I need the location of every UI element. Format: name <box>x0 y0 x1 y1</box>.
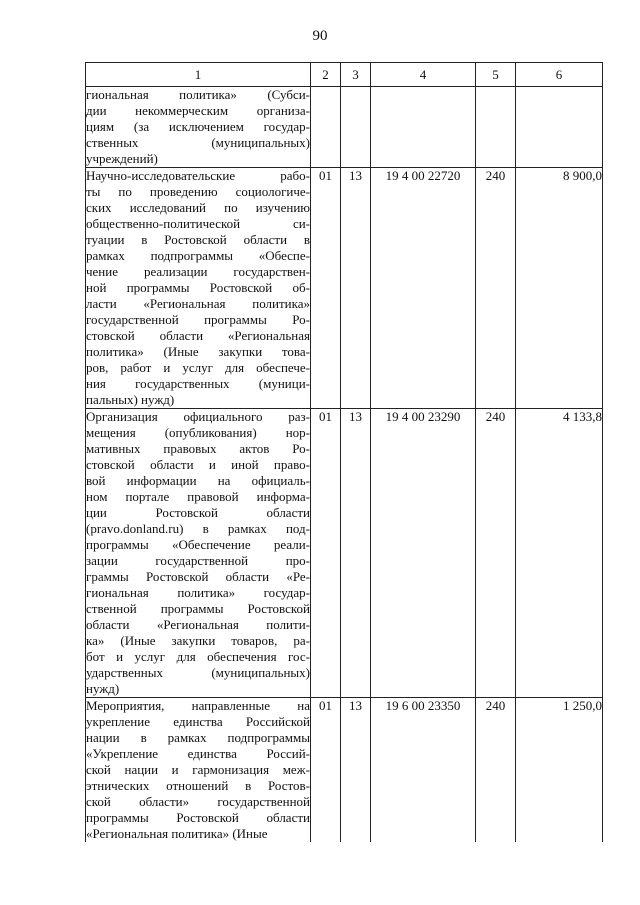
row-target-code: 19 4 00 22720 <box>371 168 476 409</box>
description-line: мативных правовых актов Ро- <box>86 441 310 456</box>
description-line: «Укрепление единства Россий- <box>86 746 310 761</box>
description-line: области «Региональная полити- <box>86 617 310 632</box>
description-line: гиональная политика» государ- <box>86 585 310 600</box>
description-line: граммы Ростовской области «Ре- <box>86 569 310 584</box>
description-line: общественно-политической си- <box>86 216 310 231</box>
description-line: туации в Ростовской области в <box>86 232 310 247</box>
description-line: ских исследований по изучению <box>86 200 310 215</box>
row-subsection-code <box>341 87 371 168</box>
row-target-code: 19 4 00 23290 <box>371 409 476 698</box>
description-line: ской области» государственной <box>86 794 310 809</box>
description-line: чение реализации государствен- <box>86 264 310 279</box>
header-col-4: 4 <box>371 63 476 87</box>
row-target-code <box>371 87 476 168</box>
description-line: ственных (муниципальных) <box>86 135 310 150</box>
description-line: зации государственной про- <box>86 553 310 568</box>
description-line: программы «Обеспечение реали- <box>86 537 310 552</box>
description-line: этнических отношений в Ростов- <box>86 778 310 793</box>
description-line: программы Ростовской области <box>86 810 310 825</box>
row-amount <box>516 87 603 168</box>
header-col-1: 1 <box>86 63 311 87</box>
table-body <box>86 87 603 843</box>
row-expense-type: 240 <box>476 409 516 698</box>
description-line: ской нации и гармонизация меж- <box>86 762 310 777</box>
description-line: (pravo.donland.ru) в рамках под- <box>86 521 310 536</box>
description-line: циям (за исключением государ- <box>86 119 310 134</box>
description-line: ка» (Иные закупки товаров, ра- <box>86 633 310 648</box>
description-line: дии некоммерческим организа- <box>86 103 310 118</box>
row-section-code: 01 <box>311 409 341 698</box>
row-description <box>86 698 311 843</box>
description-line: ласти «Региональная политика» <box>86 296 310 311</box>
description-line: Научно-исследовательские рабо- <box>86 168 310 183</box>
row-section-code: 01 <box>311 698 341 843</box>
description-line: мещения (опубликования) нор- <box>86 425 310 440</box>
row-expense-type <box>476 87 516 168</box>
description-line: политика» (Иные закупки това- <box>86 344 310 359</box>
row-subsection-code: 13 <box>341 409 371 698</box>
description-line: ты по проведению социологиче- <box>86 184 310 199</box>
description-line: ственной программы Ростовской <box>86 601 310 616</box>
description-line: ния государственных (муници- <box>86 376 310 391</box>
description-line: ударственных (муниципальных) <box>86 665 310 680</box>
description-line: ном портале правовой информа- <box>86 489 310 504</box>
description-line: ров, работ и услуг для обеспече- <box>86 360 310 375</box>
description-line: нужд) <box>86 681 120 696</box>
description-line: гиональная политика» (Субси- <box>86 87 310 102</box>
row-amount: 1 250,0 <box>516 698 603 843</box>
row-subsection-code: 13 <box>341 168 371 409</box>
table-row <box>86 87 603 168</box>
table-row <box>86 409 603 698</box>
header-col-2: 2 <box>311 63 341 87</box>
row-description <box>86 87 311 168</box>
description-line: нации в рамках подпрограммы <box>86 730 310 745</box>
header-col-3: 3 <box>341 63 371 87</box>
budget-table <box>85 62 603 842</box>
description-line: стовской области и иной право- <box>86 457 310 472</box>
description-line: ции Ростовской области <box>86 505 310 520</box>
table-row <box>86 698 603 843</box>
description-line: Организация официального раз- <box>86 409 310 424</box>
description-line: вой информации на официаль- <box>86 473 310 488</box>
row-amount: 4 133,8 <box>516 409 603 698</box>
description-line: бот и услуг для обеспечения гос- <box>86 649 310 664</box>
description-line: государственной программы Ро- <box>86 312 310 327</box>
row-amount: 8 900,0 <box>516 168 603 409</box>
row-subsection-code: 13 <box>341 698 371 843</box>
row-target-code: 19 6 00 23350 <box>371 698 476 843</box>
description-line: учреждений) <box>86 151 158 166</box>
description-line: Мероприятия, направленные на <box>86 698 310 713</box>
header-col-5: 5 <box>476 63 516 87</box>
description-line: «Региональная политика» (Иные <box>86 826 268 841</box>
description-line: ной программы Ростовской об- <box>86 280 310 295</box>
row-description <box>86 168 311 409</box>
header-col-6: 6 <box>516 63 603 87</box>
description-line: стовской области «Региональная <box>86 328 310 343</box>
row-expense-type: 240 <box>476 698 516 843</box>
description-line: пальных) нужд) <box>86 392 175 407</box>
row-expense-type: 240 <box>476 168 516 409</box>
description-line: рамках подпрограммы «Обеспе- <box>86 248 310 263</box>
page-number: 90 <box>312 28 328 44</box>
description-line: укрепление единства Российской <box>86 714 310 729</box>
row-section-code <box>311 87 341 168</box>
row-section-code: 01 <box>311 168 341 409</box>
table-header-row <box>86 63 603 87</box>
row-description <box>86 409 311 698</box>
table-row <box>86 168 603 409</box>
